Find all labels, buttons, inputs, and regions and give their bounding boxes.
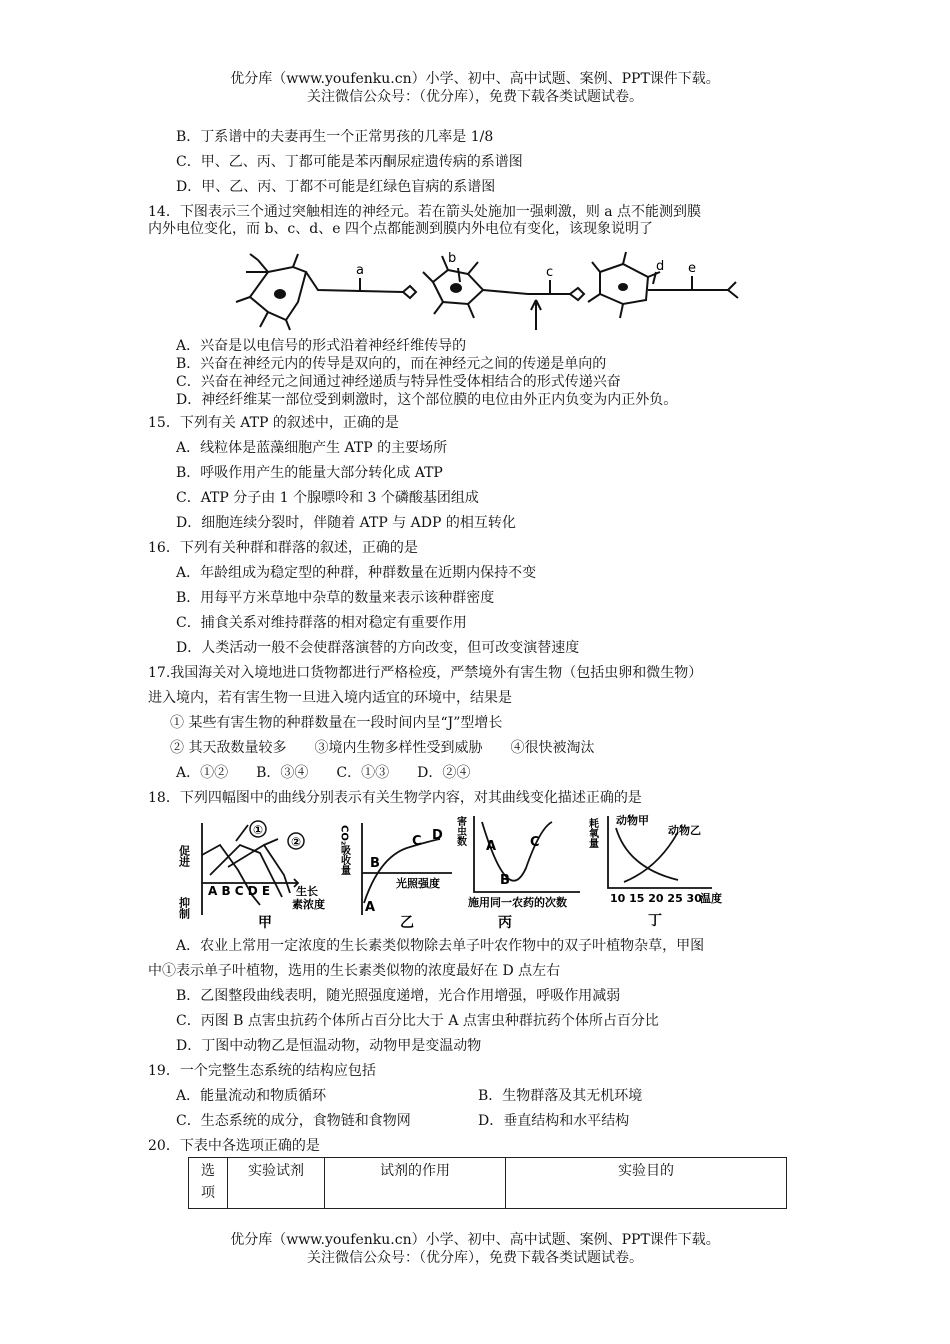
q14-option-b: B．兴奋在神经元内的传导是双向的，而在神经元之间的传递是单向的 — [176, 356, 607, 372]
q20-col-option-1: 选 — [201, 1163, 215, 1179]
bing-ylabel: 害虫数 — [454, 816, 466, 846]
figure-ding — [588, 808, 738, 930]
q20-col-function: 试剂的作用 — [325, 1158, 506, 1209]
yi-xlabel: 光照强度 — [396, 877, 440, 890]
ding-xlabel: 温度 — [700, 892, 722, 905]
q14-option-c: C．兴奋在神经元之间通过神经递质与特异性受体相结合的形式传递兴奋 — [176, 374, 621, 390]
ding-ticks: 10 15 20 25 30 — [610, 892, 702, 905]
jia-xlabel-2: 素浓度 — [292, 898, 325, 911]
q17-item-1: ① 某些有害生物的种群数量在一段时间内呈“J”型增长 — [170, 715, 503, 731]
figure-jia — [177, 815, 340, 931]
q13-option-d: D．甲、乙、丙、丁都不可能是红绿色盲病的系谱图 — [176, 179, 496, 195]
figure-bing — [454, 808, 590, 931]
table-row — [189, 1158, 787, 1209]
label-b: b — [448, 251, 457, 266]
bing-point-c: C — [530, 835, 540, 850]
yi-caption: 乙 — [400, 915, 414, 931]
q19-option-d: D．垂直结构和水平结构 — [478, 1113, 630, 1129]
figure-yi — [340, 815, 460, 930]
q18-stem: 18．下列四幅图中的曲线分别表示有关生物学内容，对其曲线变化描述正确的是 — [148, 790, 642, 806]
footer-line-2: 关注微信公众号：（优分库），免费下载各类试题试卷。 — [307, 1250, 643, 1266]
q20-col-purpose: 实验目的 — [506, 1158, 787, 1209]
q18-option-d: D．丁图中动物乙是恒温动物，动物甲是变温动物 — [176, 1038, 482, 1054]
q20-col-option-2: 项 — [201, 1185, 215, 1201]
q14-option-a: A．兴奋是以电信号的形式沿着神经纤维传导的 — [176, 338, 467, 354]
q20-stem: 20．下表中各选项正确的是 — [148, 1138, 320, 1154]
ding-animal-2: 动物乙 — [668, 824, 701, 837]
q15-option-b: B．呼吸作用产生的能量大部分转化成 ATP — [176, 465, 443, 481]
jia-up-label: 促进 — [177, 845, 191, 867]
q15-option-a: A．线粒体是蓝藻细胞产生 ATP 的主要场所 — [176, 440, 448, 456]
q20-col-reagent: 实验试剂 — [228, 1158, 325, 1209]
q14-option-d: D．神经纤维某一部位受到刺激时，这个部位膜的电位由外正内负变为内正外负。 — [176, 392, 678, 408]
q16-option-a: A．年龄组成为稳定型的种群，种群数量在近期内保持不变 — [176, 565, 537, 581]
neuron-diagram — [228, 242, 748, 334]
q18-option-c: C．丙图 B 点害虫抗药个体所占百分比大于 A 点害虫种群抗药个体所占百分比 — [176, 1013, 659, 1029]
yi-ylabel: CO₂吸收量 — [338, 825, 350, 876]
label-e: e — [688, 261, 696, 276]
label-c: c — [546, 265, 554, 280]
yi-point-c: C — [412, 834, 422, 849]
header-line-2: 关注微信公众号：（优分库），免费下载各类试题试卷。 — [307, 89, 643, 105]
q16-option-c: C．捕食关系对维持群落的相对稳定有重要作用 — [176, 615, 467, 631]
footer-line-1: 优分库（www.youfenku.cn）小学、初中、高中试题、案例、PPT课件下载。 — [230, 1232, 720, 1248]
yi-point-a: A — [365, 900, 376, 915]
label-a: a — [356, 263, 364, 278]
q19-stem: 19．一个完整生态系统的结构应包括 — [148, 1063, 376, 1079]
q16-stem: 16．下列有关种群和群落的叙述，正确的是 — [148, 540, 418, 556]
jia-circle-1: ① — [253, 823, 264, 837]
jia-down-label: 抑制 — [177, 897, 191, 919]
q18-option-a-2: 中①表示单子叶植物，选用的生长素类似物的浓度最好在 D 点左右 — [148, 963, 561, 979]
jia-circle-2: ② — [291, 835, 302, 849]
q17-stem-1: 17.我国海关对入境地进口货物都进行严格检疫，严禁境外有害生物（包括虫卵和微生物） — [148, 665, 703, 681]
q18-option-a-1: A．农业上常用一定浓度的生长素类似物除去单子叶农作物中的双子叶植物杂草，甲图 — [176, 938, 705, 954]
q18-option-b: B．乙图整段曲线表明，随光照强度递增，光合作用增强，呼吸作用减弱 — [176, 988, 621, 1004]
label-d: d — [656, 259, 665, 274]
q15-stem: 15．下列有关 ATP 的叙述中，正确的是 — [148, 415, 399, 431]
bing-point-a: A — [486, 839, 497, 854]
ding-caption: 丁 — [648, 913, 662, 929]
bing-point-b: B — [500, 873, 510, 888]
q15-option-c: C．ATP 分子由 1 个腺嘌呤和 3 个磷酸基团组成 — [176, 490, 479, 506]
jia-caption: 甲 — [258, 915, 272, 931]
q19-option-b: B．生物群落及其无机环境 — [478, 1088, 643, 1104]
ding-ylabel: 耗氧量 — [586, 818, 598, 848]
bing-xlabel: 施用同一农药的次数 — [468, 896, 567, 909]
ding-animal-1: 动物甲 — [616, 814, 649, 827]
q17-stem-2: 进入境内，若有害生物一旦进入境内适宜的环境中，结果是 — [148, 690, 512, 706]
q16-option-b: B．用每平方米草地中杂草的数量来表示该种群密度 — [176, 590, 495, 606]
yi-point-b: B — [370, 856, 380, 871]
q14-stem-2: 内外电位变化，而 b、c、d、e 四个点都能测到膜内外电位有变化，该现象说明了 — [148, 221, 653, 237]
q20-col-option — [189, 1158, 228, 1209]
q17-items-2-4: ② 其天敌数量较多 ③境内生物多样性受到威胁 ④很快被淘汰 — [170, 740, 595, 756]
jia-xlabel-1: 生长 — [296, 885, 318, 898]
q14-stem-1: 14．下图表示三个通过突触相连的神经元。若在箭头处施加一强刺激，则 a 点不能测到膜 — [148, 204, 702, 220]
q19-option-c: C．生态系统的成分，食物链和食物网 — [176, 1113, 411, 1129]
q16-option-d: D．人类活动一般不会使群落演替的方向改变，但可改变演替速度 — [176, 640, 580, 656]
yi-point-d: D — [432, 828, 443, 843]
header-line-1: 优分库（www.youfenku.cn）小学、初中、高中试题、案例、PPT课件下载。 — [230, 71, 720, 87]
jia-points: A B C D E — [208, 884, 271, 898]
bing-caption: 丙 — [498, 915, 512, 931]
q15-option-d: D．细胞连续分裂时，伴随着 ATP 与 ADP 的相互转化 — [176, 515, 516, 531]
q13-option-c: C．甲、乙、丙、丁都可能是苯丙酮尿症遗传病的系谱图 — [176, 154, 523, 170]
q17-options: A．①② B．③④ C．①③ D．②④ — [176, 765, 471, 781]
q19-option-a: A．能量流动和物质循环 — [176, 1088, 327, 1104]
q20-table — [188, 1157, 787, 1209]
q13-option-b: B．丁系谱中的夫妻再生一个正常男孩的几率是 1/8 — [176, 129, 494, 145]
